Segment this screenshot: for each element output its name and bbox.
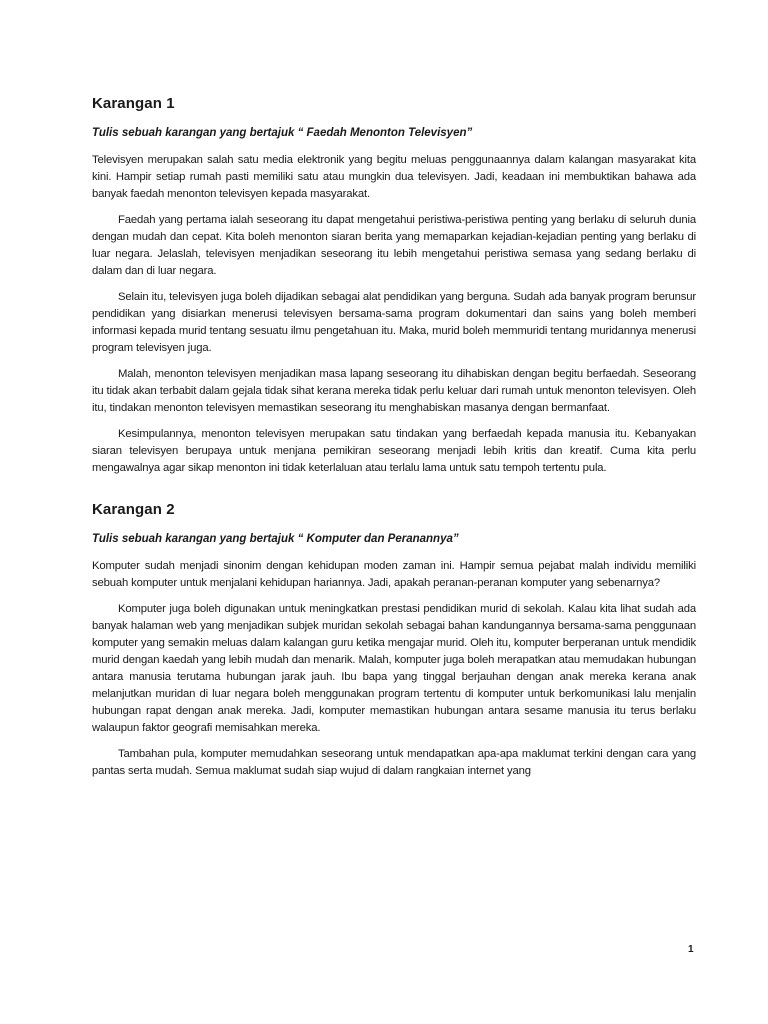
essay-1-section: [92, 95, 696, 477]
essay-1-paragraph-3: Selain itu, televisyen juga boleh dijadikan sebagai alat pendidikan yang berguna. Sudah ada banyak program berunsur pendidikan yang disiarkan menerusi televisyen bersama-sama program dokumentari dan sains yang boleh memberi informasi kepada murid tentang sesuatu ilmu pengetahuan itu. Maka, murid boleh memmuridi tentang muridannya menerusi program televisyen juga.: [92, 291, 696, 354]
essay-2-paragraph-3: Tambahan pula, komputer memudahkan seseorang untuk mendapatkan apa-apa maklumat terkini dengan cara yang pantas serta mudah. Semua maklumat sudah siap wujud di dalam rangkaian internet yang: [92, 748, 696, 777]
essay-1-prompt: Tulis sebuah karangan yang bertajuk “ Faedah Menonton Televisyen”: [92, 127, 473, 139]
essay-1-paragraph-2: Faedah yang pertama ialah seseorang itu dapat mengetahui peristiwa-peristiwa penting yang berlaku di seluruh dunia dengan mudah dan cepat. Kita boleh menonton siaran berita yang memaparkan kejadian-kejadian penting yang berlaku di luar negara. Jelaslah, televisyen menjadikan seseorang itu lebih mengetahui peristiwa semasa yang sedang berlaku di dalam dan di luar negara.: [92, 214, 696, 277]
essay-1-paragraph-4: Malah, menonton televisyen menjadikan masa lapang seseorang itu dihabiskan dengan begitu berfaedah. Seseorang itu tidak akan terbabit dalam gejala tidak sihat kerana mereka tidak perlu keluar dari rumah untuk menonton televisyen. Oleh itu, tindakan menonton televisyen memastikan seseorang itu menghabiskan masanya dengan bermanfaat.: [92, 368, 696, 414]
essay-2-prompt: Tulis sebuah karangan yang bertajuk “ Komputer dan Peranannya”: [92, 533, 459, 545]
essay-2-paragraph-1: Komputer sudah menjadi sinonim dengan kehidupan moden zaman ini. Hampir semua pejabat malah individu memiliki sebuah komputer untuk menjalani kehidupan hariannya. Jadi, apakah peranan-peranan komputer yang sebenarnya?: [92, 560, 696, 589]
essay-1-paragraph-1: Televisyen merupakan salah satu media elektronik yang begitu meluas penggunaannya dalam kalangan masyarakat kita kini. Hampir setiap rumah pasti memiliki satu atau mungkin dua televisyen. Jadi, keadaan ini membuktikan bahawa ada banyak faedah menonton televisyen kepada masyarakat.: [92, 154, 696, 200]
essay-1-title: Karangan 1: [92, 95, 175, 112]
essay-1-paragraph-5: Kesimpulannya, menonton televisyen merupakan satu tindakan yang berfaedah kepada manusia itu. Kebanyakan siaran televisyen berupaya untuk menjana pemikiran seseorang menjadi lebih kritis dan kreatif. Cuma kita perlu mengawalnya agar sikap menonton ini tidak keterlaluan atau terlalu lama untuk satu tempoh tertentu pula.: [92, 428, 696, 474]
essay-2-paragraph-2: Komputer juga boleh digunakan untuk meningkatkan prestasi pendidikan murid di sekolah. Kalau kita lihat sudah ada banyak halaman web yang menjadikan subjek muridan sekolah sebagai bahan kandungannya bersama-sama penggunaan komputer yang semakin meluas dalam kalangan guru ketika mengajar murid. Oleh itu, komputer berperanan untuk mendidik murid dengan kaedah yang lebih mudah dan menarik. Malah, komputer juga boleh merapatkan atau memudakan hubungan antara manusia terutama hubungan jarak jauh. Ibu bapa yang tinggal berjauhan dengan anak mereka kerana anak melanjutkan muridan di luar negara boleh menggunakan program tertentu di komputer untuk berkomunikasi lalu menjalin hubungan rapat dengan anak mereka. Jadi, komputer memastikan hubungan antara sesame manusia itu terus berlaku walaupun faktor geografi memisahkan mereka.: [92, 603, 696, 734]
document-content: [92, 95, 696, 789]
page-number: 1: [688, 944, 694, 955]
essay-2-title: Karangan 2: [92, 501, 175, 518]
essay-2-section: [92, 501, 696, 780]
